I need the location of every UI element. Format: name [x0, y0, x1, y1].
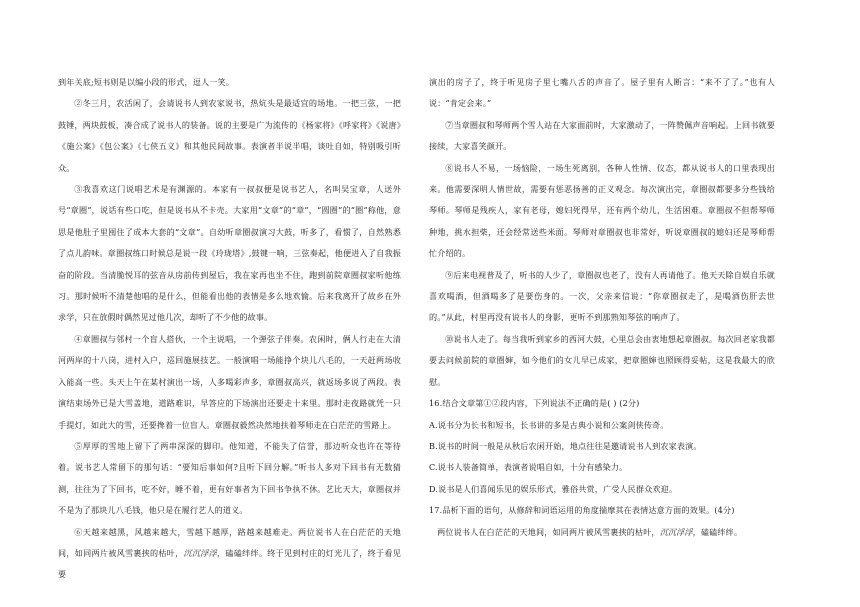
paragraph-1-end: 到年关底;短书则是以编小段的形式，逗人一笑。	[58, 77, 234, 87]
question-17: 17.品析下面的语句，从修辞和词语运用的角度揣摩其在表情达意方面的效果。(4分)	[429, 505, 735, 516]
left-column	[58, 72, 401, 586]
question-17-quote-a: 两位说书人在白茫茫的天地间，如同两片被风雪裹挟的枯叶，	[437, 526, 660, 537]
paragraph-5: ⑤厚厚的雪地上留下了两串深深的脚印。他知道，不能失了信誉，那边听众也许在等待着。说书艺人常留下的那句话：“要知后事如何?且听下回分解。”听书人多对下回书有无数猜测，往往为了下回书，吃不好，睡不着，更有好事者为下回书争执不休。艺比天大，章圈叔并不是为了那块儿八毛钱，他只是在履行艺人的道义。	[58, 440, 401, 516]
paragraph-9: ⑨后来电视普及了，听书的人少了，章圈叔也老了，没有人再请他了。他天天除自娱自乐就喜欢喝酒，但酒喝多了是要伤身的。一次，父亲来信说：“你章圈叔走了，是喝酒伤肝去世的。”从此，村里再没有说书人的身影，更听不到那熟知琴弦的响声了。	[429, 269, 775, 323]
paragraph-6-text-a: ⑥天越来越黑，风越来越大，雪越下越厚，路越来越难走。两位说书人在白茫茫的天地间，如同两片被风雪裹挟的枯叶，	[58, 526, 401, 558]
paragraph-6-italic-phrase: 沉沉浮浮	[183, 547, 218, 558]
paragraph-6-text-c: ，磕磕绊绊。终于见到村庄的灯光儿了，终于看见要	[58, 547, 401, 580]
paragraph-6-start	[58, 522, 401, 586]
paragraph-7: ⑦当章圈叔和琴师两个雪人站在大家面前时，大家激动了，一阵赞佩声音响起。上回书就要接续，大家喜笑颜开。	[429, 119, 775, 152]
question-16-option-d: D.说书是人们喜闻乐见的娱乐形式，雅俗共赏，广受人民群众欢迎。	[429, 483, 678, 494]
question-17-quote-italic: 沉沉浮浮	[659, 526, 693, 537]
question-16: 16.结合文章第①②段内容，下列说法不正确的是( ) (2分)	[429, 398, 640, 409]
question-16-option-c: C.说书人装备简单，表演者说唱自如，十分有感染力。	[429, 462, 628, 473]
paragraph-10: ⑩说书人走了。每当我听到家乡的西河大鼓，心里总会由衷地想起章圈叔。每次回老家我都要去问候前院的章圈婶，如今他们的女儿早已成家，把章圈婶也照顾得妥帖，这是我最大的欣慰。	[429, 333, 775, 387]
paragraph-6-end: 演出的房子了，终于听见房子里七嘴八舌的声音了。屋子里有人断言：“来不了了。”也有人说：“肯定会来。”	[429, 77, 775, 109]
question-17-quote	[429, 522, 775, 543]
right-column	[429, 72, 775, 543]
paragraph-4: ④章圈叔与邻村一个盲人搭伙，一个主说唱，一个弹弦子伴奏。农闲时，俩人行走在大清河两岸的十八岗，进村入户，巡回施展技艺。一般演唱一场能挣个块儿八毛的，一天赶两场收入能高一些。头天上午在某村演出一场，人多喝彩声多，章圈叔高兴，就返场多说了两段。表演结束场外已是大雪盖地，道路难识，早答应的下场演出还要走十来里。那时走夜路就凭一只手提灯，如此大的雪，还要搀着一位盲人。章圈叔毅然决然地扶着琴师走在白茫茫的雪路上。	[58, 333, 401, 430]
paragraph-3: ③我喜欢这门说唱艺术是有渊源的。本家有一叔叔便是说书艺人，名叫吴宝章，人送外号“章圈”，说话有些口吃，但是说书从不卡壳。大家用“文章”的“章”，“圆圈”的“圈”称他，意思是他肚子里囤住了成本大套的“文章”。自幼听章圈叔演习大鼓，听多了，看惯了，自然熟悉了点儿韵味。章圈叔练口时候总是说一段《玲珑塔》,鼓键一响，三弦奏起，他便进入了自我振奋的阶段。当清脆悦耳的弦音从房前传到屋后，我在家再也坐不住，跑到前院章圈叔家听他练习。那时候听不清楚他唱的是什么，但能看出他的表情是多么地欢愉。后来我离开了故乡在外求学，只在放假时偶然见过他几次，却听了不少他的故事。	[58, 184, 401, 323]
question-16-option-b: B.说书的时间一般是从秋后农闲开始，地点往往是邀请说书人到农家表演。	[429, 440, 702, 451]
question-17-quote-c: ，磕磕绊绊。	[692, 526, 743, 537]
paragraph-2: ②冬三月，农活闲了，会请说书人到农家说书，热炕头是最适宜的场地。一把三弦，一把鼓锤，两块鼓板，凑合成了说书人的装备。说的主要是广为流传的《杨家将》《呼家将》《说唐》《施公案》《包公案》《七侠五义》和其他民间故事。表演者半说半唱，谈吐自如，特别吸引听众。	[58, 98, 401, 173]
paragraph-8: ⑧说书人不易，一场恼险，一场生死离别，各种人性情、仪态，都从说书人的口里表现出来。他需要深明人情世故，需要有惩恶扬善的正义观念。每次演出完，章圈叔都要多分些钱给琴师。琴师是残疾人，家有老母，媳妇死得早，还有两个幼儿，生活困难。章圈叔不但帮琴师种地，挑水担柴，还会经常送些米面。琴师对章圈叔也非常好，听说章圈叔的媳妇还是琴师帮忙介绍的。	[429, 162, 775, 259]
question-16-option-a: A.说书分为长书和短书，长书讲的多是古典小说和公案剑侠传奇。	[429, 419, 669, 430]
